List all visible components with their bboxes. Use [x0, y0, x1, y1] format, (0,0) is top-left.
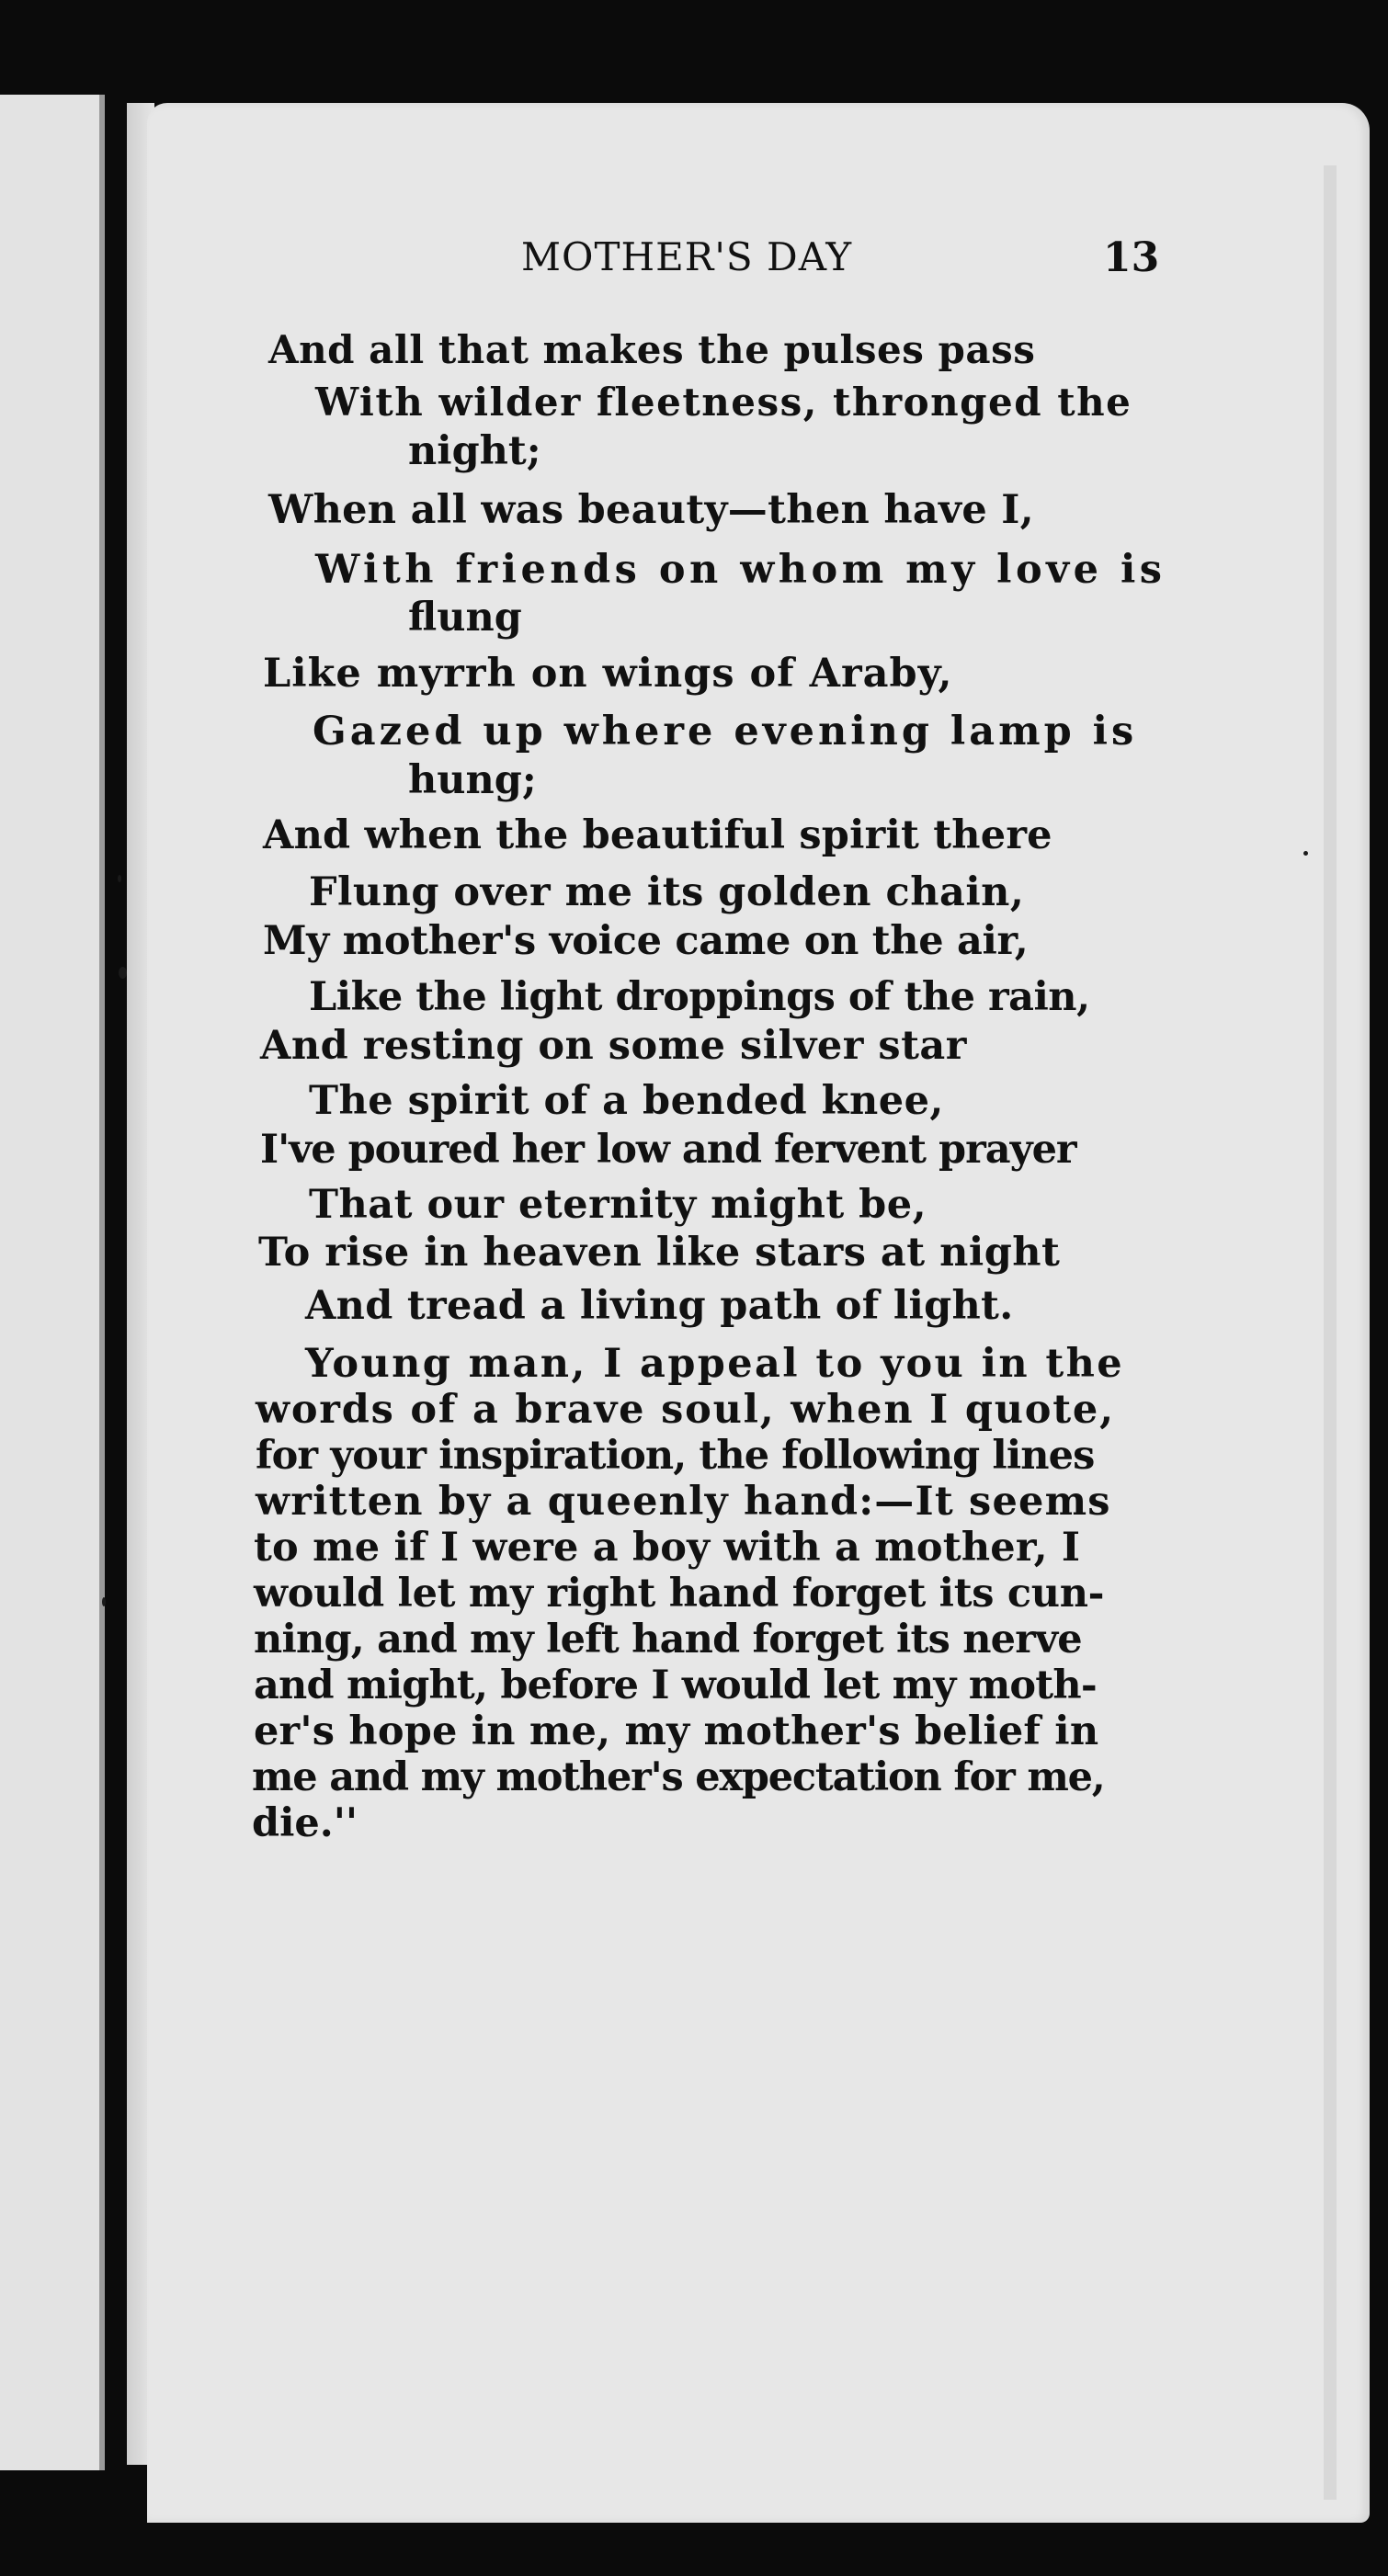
- poem-line: night;: [408, 428, 541, 474]
- prose-line: Young man, I appeal to you in the: [305, 1341, 1125, 1387]
- poem-line: Like the light droppings of the rain,: [309, 974, 1090, 1020]
- prose-line: ning, and my left hand forget its nerve: [254, 1617, 1082, 1662]
- prose-line: would let my right hand forget its cun-: [254, 1571, 1105, 1617]
- poem-line: And all that makes the pulses pass: [268, 327, 1036, 372]
- prose-line: written by a queenly hand:—It seems: [256, 1479, 1111, 1525]
- poem-line: flung: [408, 595, 522, 641]
- facing-page-edge: [0, 95, 105, 2470]
- poem-line: And tread a living path of light.: [305, 1283, 1014, 1329]
- page-edge-shadow: [1324, 165, 1337, 2500]
- poem-line: Flung over me its golden chain,: [309, 869, 1025, 915]
- prose-line: die.'': [252, 1800, 358, 1846]
- prose-line: and might, before I would let my moth-: [254, 1662, 1097, 1708]
- poem-line: With wilder fleetness, thronged the: [315, 380, 1132, 425]
- page-number: 13: [1103, 234, 1160, 281]
- poem-line: The spirit of a bended knee,: [309, 1078, 944, 1124]
- poem-line: To rise in heaven like stars at night: [258, 1230, 1061, 1276]
- scan-speck: [1303, 851, 1308, 856]
- poem-line: With friends on whom my love is: [315, 547, 1166, 593]
- prose-line: for your inspiration, the following lines: [256, 1433, 1095, 1479]
- poem-line: I've poured her low and fervent prayer: [260, 1127, 1076, 1173]
- poem-line: And when the beautiful spirit there: [263, 812, 1052, 858]
- scan-speck: [102, 1597, 106, 1606]
- prose-line: me and my mother's expectation for me,: [252, 1754, 1105, 1800]
- scan-speck: [118, 875, 121, 882]
- running-head: MOTHER'S DAY: [521, 234, 853, 279]
- prose-line: words of a brave soul, when I quote,: [256, 1387, 1115, 1433]
- poem-line: And resting on some silver star: [260, 1023, 967, 1069]
- poem-line: That our eternity might be,: [309, 1182, 927, 1228]
- poem-line: Gazed up where evening lamp is: [313, 709, 1138, 755]
- poem-line: When all was beauty—then have I,: [268, 487, 1034, 533]
- prose-line: to me if I were a boy with a mother, I: [254, 1525, 1081, 1571]
- scan-speck: [119, 967, 127, 979]
- poem-line: My mother's voice came on the air,: [263, 918, 1029, 964]
- poem-line: hung;: [408, 757, 537, 803]
- poem-line: Like myrrh on wings of Araby,: [263, 651, 953, 697]
- prose-line: er's hope in me, my mother's belief in: [254, 1708, 1099, 1754]
